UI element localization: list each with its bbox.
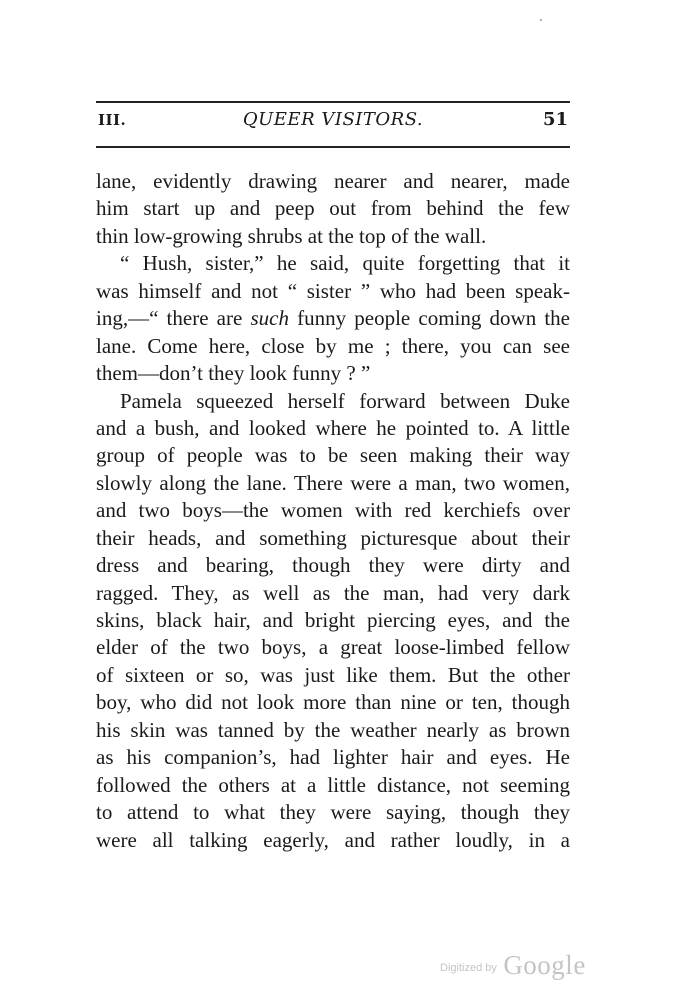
text-line: was himself and not “ sister ” who had been speak-: [96, 278, 570, 303]
text-line: Pamela squeezed herself forward between Duke: [120, 388, 570, 413]
page-number: 51: [542, 109, 568, 130]
text-line: slowly along the lane. There were a man, two women,: [96, 470, 570, 495]
watermark-brand: Google: [503, 950, 586, 980]
text-line: as his companion’s, had lighter hair and eyes. He: [96, 745, 570, 770]
text-line: lane, evidently drawing nearer and nearer, made: [96, 169, 570, 193]
text-line: [96, 305, 570, 332]
text-line: elder of the two boys, a great loose-limbed fellow: [96, 635, 570, 660]
text-segment: ing,—“ there are: [96, 306, 251, 331]
text-line: ragged. They, as well as the man, had very dark: [96, 580, 570, 605]
text-line: group of people was to be seen making their way: [96, 443, 570, 468]
text-line: were all talking eagerly, and rather loudly, in a: [96, 827, 570, 852]
text-line: “ Hush, sister,” he said, quite forgetting that it: [120, 251, 570, 276]
text-line: of sixteen or so, was just like them. But the other: [96, 662, 570, 687]
running-title: QUEER VISITORS.: [242, 109, 424, 130]
paper-speck: [540, 19, 542, 21]
watermark-prefix: Digitized by: [440, 962, 497, 974]
running-header: [96, 107, 570, 137]
text-line: and a bush, and looked where he pointed to. A little: [96, 415, 570, 440]
header-rule-top: [96, 101, 570, 103]
text-line: him start up and peep out from behind the few: [96, 196, 570, 221]
emphasized-word: such: [250, 306, 289, 331]
header-rule-bottom: [96, 146, 570, 148]
digitization-watermark: [440, 950, 586, 981]
chapter-number: III.: [98, 111, 127, 129]
text-line: followed the others at a little distance, not seeming: [96, 772, 570, 797]
text-line: thin low-growing shrubs at the top of the wall.: [96, 223, 487, 248]
body-text: [96, 168, 570, 854]
text-line: their heads, and something picturesque about their: [96, 525, 570, 550]
text-line: to attend to what they were saying, though they: [96, 800, 570, 825]
text-line: skins, black hair, and bright piercing eyes, and the: [96, 608, 570, 632]
text-line: dress and bearing, though they were dirty and: [96, 553, 570, 578]
text-line: and two boys—the women with red kerchiefs over: [96, 498, 570, 523]
text-segment: funny people coming down the: [288, 306, 571, 331]
text-line: boy, who did not look more than nine or ten, though: [96, 690, 570, 715]
text-line: them—don’t they look funny ? ”: [96, 361, 371, 386]
text-line: lane. Come here, close by me ; there, you can see: [96, 333, 570, 358]
text-line: his skin was tanned by the weather nearly as brown: [96, 717, 570, 742]
